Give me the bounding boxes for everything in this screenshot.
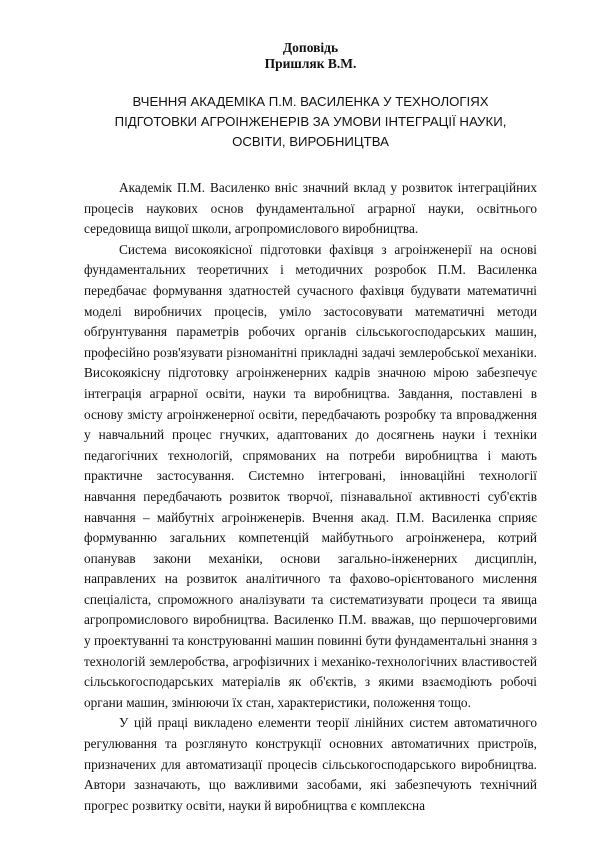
author-name: Пришляк В.М. (264, 56, 357, 71)
body-paragraph: У цій праці викладено елементи теорії лінійних систем автоматичного регулювання та розглянуто конструкції основних автоматичних пристроїв, призначених для автоматизації процесів сільськогосподарського виробництва. Автори зазначають, що важливими засобами, які забезпечують технічний прогрес розвитку освіти, науки й виробництва є комплексна (84, 715, 537, 813)
body-paragraph: Система високоякісної підготовки фахівця з агроінженерії на основі фундаментальних теоретичних і методичних розробок П.М. Василенка передбачає формування здатностей сучасного фахівця будувати математичні моделі виробничих процесів, уміло застосовувати математичні методи обґрунтування параметрів робочих органів сільськогосподарських машин, професійно розв'язувати різноманітні прикладні задачі землеробської механіки. Високоякісну підготовку агроінженерних кадрів значною мірою забезпечує інтеграція аграрної освіти, науки та виробництва. Завдання, поставлені в основу змісту агроінженерної освіти, передбачають розробку та впровадження у навчальний процес гнучких, адаптованих до досягнень науки і техніки педагогічних технологій, спрямованих на потреби виробництва і мають практичне застосування. Системно інтегровані, інноваційні технології навчання передбачають розвиток творчої, пізнавальної активності суб'єктів навчання – майбутніх агроінженерів. Вчення акад. П.М. Василенка сприяє формуванню загальних компетенцій майбутнього агроінженера, котрий опанував закони механіки, основи загально-інженерних дисциплін, направлених на розвиток аналітичного та фахово-орієнтованого мислення спеціаліста, спроможного аналізувати та систематизувати процеси та явища агропромислового виробництва. Василенко П.М. вважав, що першочерговими у проектуванні та конструюванні машин повинні бути фундаментальні знання з технологій землеробства, агрофізичних і механіко-технологічних властивостей сільськогосподарських матеріалів як об'єктів, з якими взаємодіють робочі органи машин, змінюючи їх стан, характеристики, положення тощо. (84, 241, 537, 710)
document-title: ВЧЕННЯ АКАДЕМІКА П.М. ВАСИЛЕНКА У ТЕХНОЛОГІЯХ ПІДГОТОВКИ АГРОІНЖЕНЕРІВ ЗА УМОВИ ІНТЕГРАЦІЇ НАУКИ, ОСВІТИ, ВИРОБНИЦТВА (114, 94, 507, 149)
document-body (84, 178, 537, 816)
document-type-label: Доповідь (282, 40, 339, 55)
body-paragraph: Академік П.М. Василенко вніс значний вклад у розвиток інтеграційних процесів наукових основ фундаментальної аграрної науки, освітнього середовища вищої школи, агропромислового виробництва. (84, 180, 537, 237)
